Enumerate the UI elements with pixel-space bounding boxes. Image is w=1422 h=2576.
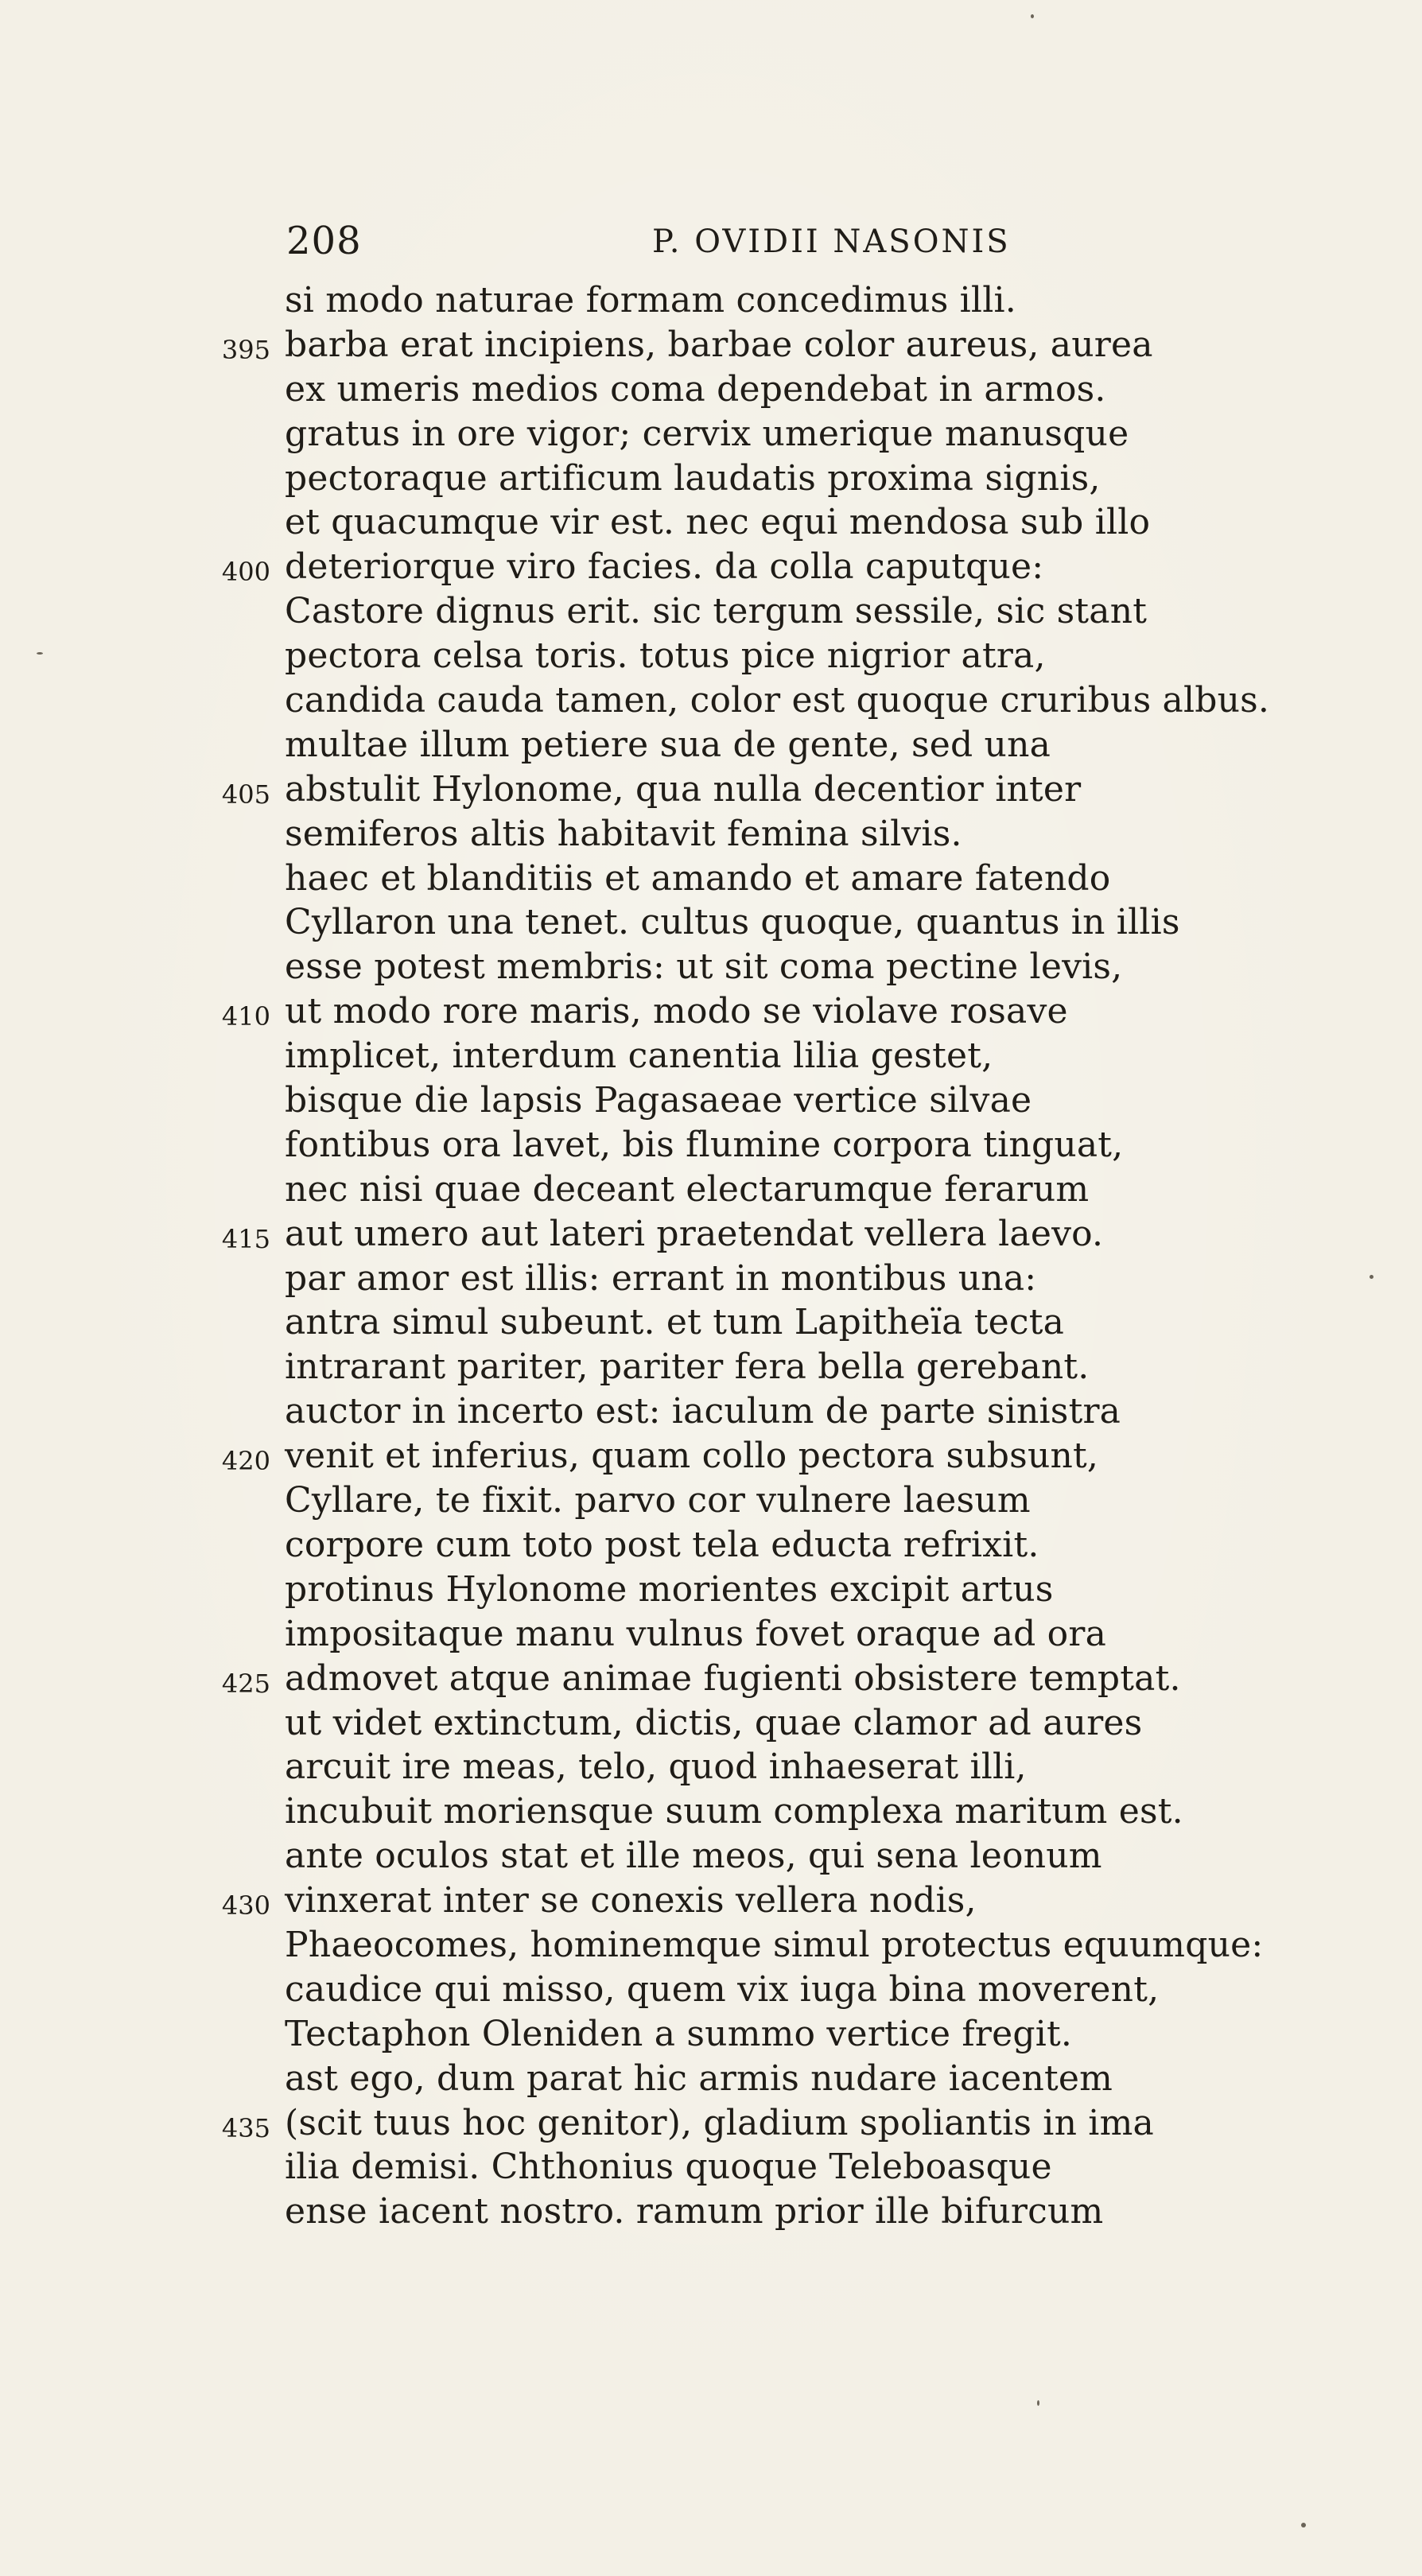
line-number: 415: [221, 1223, 270, 1254]
verse-line: [0, 367, 1422, 412]
line-number: 410: [221, 1001, 270, 1032]
verse-text: ast ego, dum parat hic armis nudare iacentem: [285, 2057, 1113, 2099]
verse-text: si modo naturae formam concedimus illi.: [285, 280, 1016, 321]
verse-line: [0, 767, 1422, 812]
verse-text: antra simul subeunt. et tum Lapitheïa tecta: [285, 1302, 1065, 1343]
line-number: 435: [221, 2112, 270, 2143]
verse-text: auctor in incerto est: iaculum de parte sinistra: [285, 1391, 1121, 1432]
verse-line: [0, 2101, 1422, 2146]
paper-speck: [1037, 2400, 1039, 2406]
verse-line: [0, 945, 1422, 989]
verse-line: [0, 634, 1422, 678]
verse-line: [0, 1879, 1422, 1923]
verse-text: esse potest membris: ut sit coma pectine levis,: [285, 946, 1123, 988]
verse-line: [0, 1212, 1422, 1257]
verse-line: [0, 989, 1422, 1034]
verse-text: aut umero aut lateri praetendat vellera laevo.: [285, 1213, 1104, 1254]
verse-line: [0, 2012, 1422, 2057]
verse-line: [0, 1168, 1422, 1212]
verse-line: [0, 1523, 1422, 1568]
verse-line: [0, 723, 1422, 767]
verse-text: abstulit Hylonome, qua nulla decentior inter: [285, 768, 1082, 810]
line-number: 395: [221, 334, 270, 365]
verse-text: ilia demisi. Chthonius quoque Teleboasque: [285, 2147, 1052, 2188]
verse-text: nec nisi quae deceant electarumque ferarum: [285, 1168, 1090, 1210]
verse-text: bisque die lapsis Pagasaeae vertice silvae: [285, 1080, 1032, 1121]
verse-line: [0, 2189, 1422, 2234]
verse-text: semiferos altis habitavit femina silvis.: [285, 813, 962, 854]
verse-text: Castore dignus erit. sic tergum sessile, sic stant: [285, 591, 1148, 632]
verse-line: [0, 457, 1422, 501]
verse-text: pectora celsa toris. totus pice nigrior atra,: [285, 635, 1046, 677]
verse-line: [0, 589, 1422, 634]
verse-line: [0, 1078, 1422, 1123]
line-number: 400: [221, 557, 270, 588]
verse-text: implicet, interdum canentia lilia gestet,: [285, 1035, 993, 1077]
verse-text: admovet atque animae fugienti obsistere temptat.: [285, 1657, 1181, 1699]
verse-line: [0, 412, 1422, 457]
verse-line: [0, 1568, 1422, 1612]
verse-text: multae illum petiere sua de gente, sed una: [285, 724, 1051, 765]
verse-line: [0, 857, 1422, 901]
verse-text: incubuit moriensque suum complexa maritum est.: [285, 1791, 1183, 1832]
verse-text: et quacumque vir est. nec equi mendosa sub illo: [285, 502, 1151, 543]
verse-line: [0, 1968, 1422, 2012]
verse-line: [0, 1789, 1422, 1834]
page-number: 208: [286, 219, 362, 263]
verse-text: intrarant pariter, pariter fera bella gerebant.: [285, 1346, 1090, 1388]
verse-text: protinus Hylonome morientes excipit artus: [285, 1568, 1054, 1610]
verse-line: [0, 323, 1422, 367]
verse-line: [0, 1478, 1422, 1523]
line-number: 405: [221, 779, 270, 810]
verse-line: [0, 1657, 1422, 1701]
verse-text: fontibus ora lavet, bis flumine corpora tinguat,: [285, 1124, 1124, 1165]
verse-text: ut modo rore maris, modo se violave rosave: [285, 991, 1068, 1032]
verse-line: [0, 678, 1422, 723]
verse-line: [0, 2145, 1422, 2189]
verse-text: corpore cum toto post tela educta refrixit.: [285, 1524, 1039, 1565]
paper-speck: [1031, 14, 1034, 18]
verse-line: [0, 2057, 1422, 2101]
verse-line: [0, 1300, 1422, 1345]
verse-line: [0, 1345, 1422, 1389]
line-number: 425: [221, 1668, 270, 1699]
verse-line: [0, 900, 1422, 945]
verse-text: deteriorque viro facies. da colla caputque:: [285, 546, 1044, 588]
verse-line: [0, 545, 1422, 589]
verse-text: arcuit ire meas, telo, quod inhaeserat illi,: [285, 1746, 1027, 1788]
verse-text: vinxerat inter se conexis vellera nodis,: [285, 1880, 977, 1921]
verse-line: [0, 1257, 1422, 1301]
verse-text: Tectaphon Oleniden a summo vertice fregit.: [285, 2013, 1073, 2054]
verse-text: haec et blanditiis et amando et amare fatendo: [285, 857, 1111, 899]
verse-text: ex umeris medios coma dependebat in armos.: [285, 368, 1106, 410]
verse-text: par amor est illis: errant in montibus una:: [285, 1257, 1037, 1299]
page-header: [286, 213, 1090, 269]
verse-text: gratus in ore vigor; cervix umerique manusque: [285, 413, 1129, 454]
verse-line: [0, 1701, 1422, 1746]
paper-speck: [1301, 2523, 1306, 2527]
verse-text: caudice qui misso, quem vix iuga bina moverent,: [285, 1968, 1160, 2010]
verse-block: [0, 278, 1422, 2234]
verse-line: [0, 1745, 1422, 1789]
verse-text: candida cauda tamen, color est quoque cruribus albus.: [285, 680, 1270, 721]
verse-text: barba erat incipiens, barbae color aureus, aurea: [285, 324, 1153, 365]
verse-line: [0, 1434, 1422, 1478]
verse-text: ante oculos stat et ille meos, qui sena leonum: [285, 1836, 1102, 1877]
verse-text: (scit tuus hoc genitor), gladium spoliantis in ima: [285, 2102, 1154, 2143]
verse-text: ense iacent nostro. ramum prior ille bifurcum: [285, 2191, 1104, 2232]
verse-text: Phaeocomes, hominemque simul protectus equumque:: [285, 1924, 1264, 1965]
verse-line: [0, 1834, 1422, 1879]
verse-text: Cyllaron una tenet. cultus quoque, quantus in illis: [285, 902, 1180, 943]
verse-line: [0, 500, 1422, 545]
verse-line: [0, 278, 1422, 323]
paper-speck: [1370, 1275, 1373, 1279]
verse-text: impositaque manu vulnus fovet oraque ad ora: [285, 1613, 1107, 1654]
line-number: 430: [221, 1890, 270, 1921]
verse-line: [0, 1923, 1422, 1968]
verse-line: [0, 1123, 1422, 1168]
verse-text: venit et inferius, quam collo pectora subsunt,: [285, 1436, 1099, 1477]
verse-line: [0, 812, 1422, 857]
line-number: 420: [221, 1446, 270, 1477]
verse-text: ut videt extinctum, dictis, quae clamor ad aures: [285, 1702, 1143, 1743]
running-title: P. OVIDII NASONIS: [652, 223, 1011, 260]
verse-line: [0, 1034, 1422, 1078]
verse-line: [0, 1389, 1422, 1434]
verse-text: Cyllare, te fixit. parvo cor vulnere laesum: [285, 1480, 1031, 1521]
paper-speck: [37, 652, 43, 655]
verse-text: pectoraque artificum laudatis proxima signis,: [285, 457, 1101, 499]
verse-line: [0, 1612, 1422, 1657]
